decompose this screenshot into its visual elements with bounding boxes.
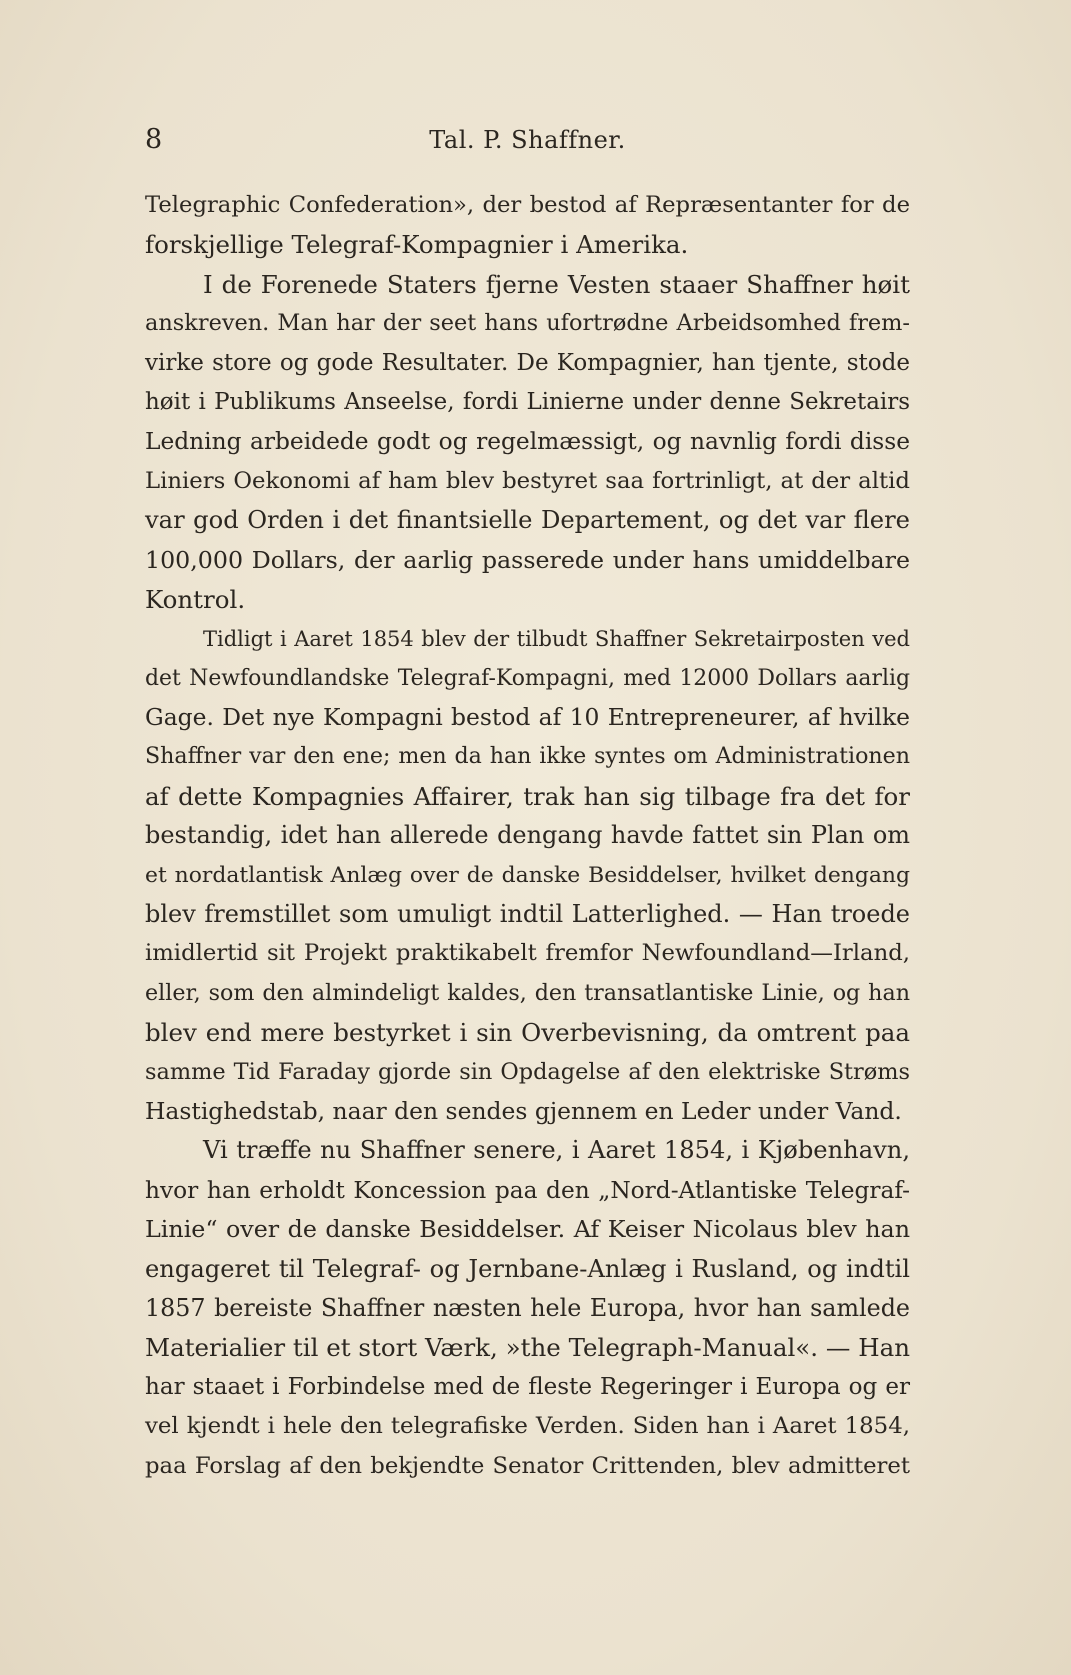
text-line: Kontrol. xyxy=(145,584,246,614)
text-line: virke store og gode Resultater. De Kompagnier, han tjente, stode xyxy=(145,349,910,376)
text-line: samme Tid Faraday gjorde sin Opdagelse af den elektriske Strøms xyxy=(145,1058,910,1085)
page-number: 8 xyxy=(145,124,163,155)
text-line: blev fremstillet som umuligt indtil Latterlighed. — Han troede xyxy=(145,900,910,929)
text-line: Ledning arbeidede godt og regelmæssigt, og navnlig fordi disse xyxy=(145,428,910,456)
page-header xyxy=(145,122,910,158)
text-line: Tidligt i Aaret 1854 blev der tilbudt Shaffner Sekretairposten ved xyxy=(203,626,910,652)
text-line: vel kjendt i hele den telegrafiske Verden. Siden han i Aaret 1854, xyxy=(145,1413,910,1440)
text-line: høit i Publikums Anseelse, fordi Linierne under denne Sekretairs xyxy=(145,388,910,415)
text-line: blev end mere bestyrket i sin Overbevisning, da omtrent paa xyxy=(145,1018,910,1048)
text-line: 100,000 Dollars, der aarlig passerede under hans umiddelbare xyxy=(145,545,910,574)
text-line: paa Forslag af den bekjendte Senator Crittenden, blev admitteret xyxy=(145,1452,910,1479)
text-line: Liniers Oekonomi af ham blev bestyret saa fortrinligt, at der altid xyxy=(145,467,910,494)
text-line: Hastighedstab, naar den sendes gjennem en Leder under Vand. xyxy=(145,1096,902,1125)
text-line: Linie“ over de danske Besiddelser. Af Keiser Nicolaus blev han xyxy=(145,1215,910,1244)
text-line: bestandig, idet han allerede dengang havde fattet sin Plan om xyxy=(145,821,910,850)
text-line: imidlertid sit Projekt praktikabelt fremfor Newfoundland—Irland, xyxy=(145,940,910,967)
text-line: har staaet i Forbindelse med de fleste Regeringer i Europa og er xyxy=(145,1373,910,1400)
text-line: Materialier til et stort Værk, »the Telegraph-Manual«. — Han xyxy=(145,1333,910,1363)
text-line: engageret til Telegraf- og Jernbane-Anlæg i Rusland, og indtil xyxy=(145,1254,910,1283)
text-line: 1857 bereiste Shaffner næsten hele Europa, hvor han samlede xyxy=(145,1293,910,1322)
text-line: Gage. Det nye Kompagni bestod af 10 Entrepreneurer, af hvilke xyxy=(145,703,910,732)
text-line: af dette Kompagnies Affairer, trak han sig tilbage fra det for xyxy=(145,781,910,811)
text-line: Vi træffe nu Shaffner senere, i Aaret 1854, i Kjøbenhavn, xyxy=(203,1136,910,1165)
text-line: eller, som den almindeligt kaldes, den transatlantiske Linie, og han xyxy=(145,979,910,1006)
text-line: et nordatlantisk Anlæg over de danske Besiddelser, hvilket dengang xyxy=(145,862,910,888)
text-line: var god Orden i det finantsielle Departement, og det var flere xyxy=(145,506,910,535)
text-line: Telegraphic Confederation», der bestod af Repræsentanter for de xyxy=(145,192,910,218)
text-line: I de Forenede Staters fjerne Vesten staaer Shaffner høit xyxy=(203,269,910,299)
running-title: Tal. P. Shaffner. xyxy=(429,126,626,154)
text-line: hvor han erholdt Koncession paa den „Nord-Atlantiske Telegraf- xyxy=(145,1176,910,1204)
text-line: det Newfoundlandske Telegraf-Kompagni, med 12000 Dollars aarlig xyxy=(145,665,910,691)
text-line: Shaffner var den ene; men da han ikke syntes om Administrationen xyxy=(145,743,910,770)
text-line: forskjellige Telegraf-Kompagnier i Amerika. xyxy=(145,230,689,260)
body-text xyxy=(145,186,910,1486)
text-line: anskreven. Man har der seet hans ufortrødne Arbeidsomhed frem- xyxy=(145,310,910,337)
